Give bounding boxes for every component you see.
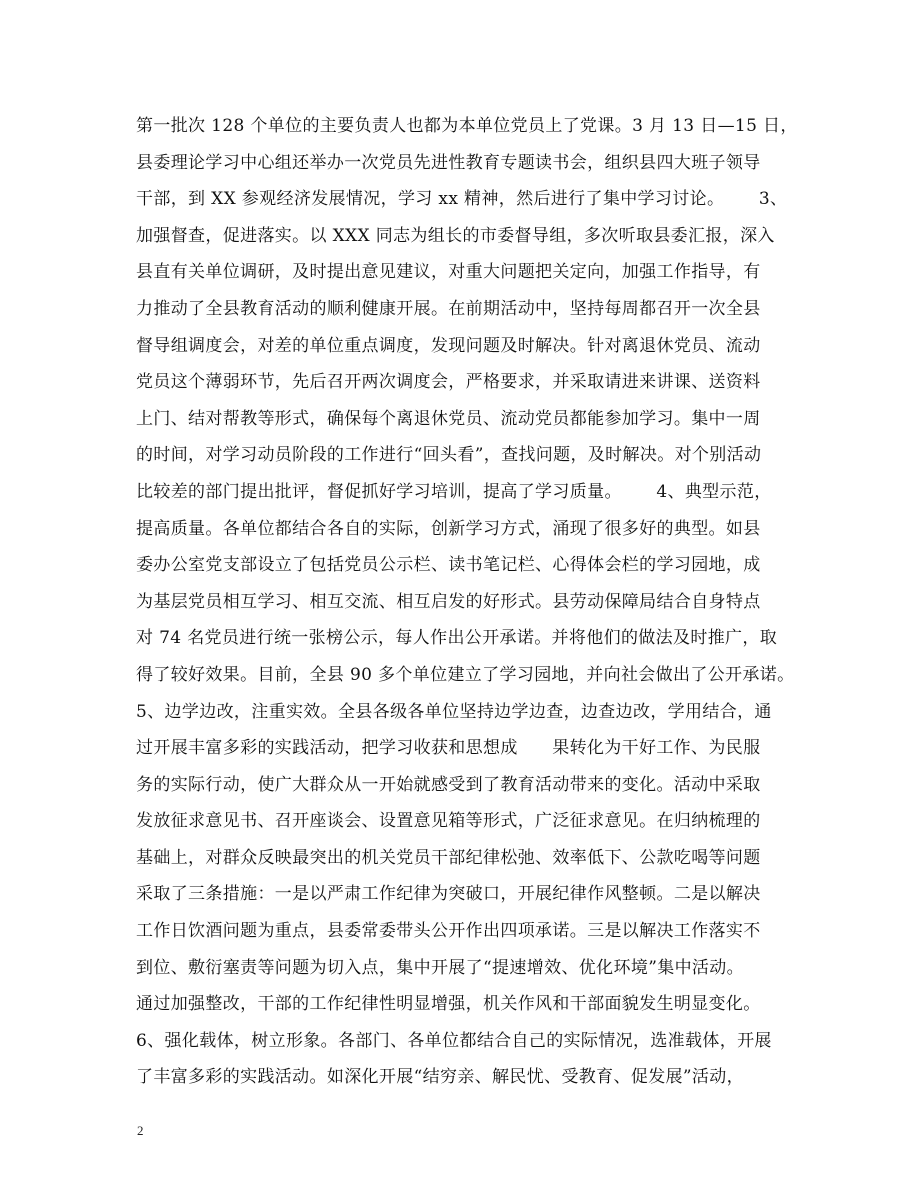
text-line: 得了较好效果。目前，全县 90 多个单位建立了学习园地，并向社会做出了公开承诺。 [136,664,795,685]
text-line: 为基层党员相互学习、相互交流、相互启发的好形式。县劳动保障局结合自身特点 [136,591,761,612]
text-line: 第一批次 128 个单位的主要负责人也都为本单位党员上了党课。3 月 13 日—15 日， [136,116,798,136]
text-line: 对 74 名党员进行统一张榜公示，每人作出公开承诺。并将他们的做法及时推广，取 [136,628,778,649]
text-line: 加强督查，促进落实。以 XXX 同志为组长的市委督导组，多次听取县委汇报，深入 [136,225,775,246]
text-line: 工作日饮酒问题为重点，县委常委带头公开作出四项承诺。三是以解决工作落实不 [136,921,761,942]
text-line: 县直有关单位调研，及时提出意见建议，对重大问题把关定向，加强工作指导，有 [136,262,761,283]
text-line: 党员这个薄弱环节，先后召开两次调度会，严格要求，并采取请进来讲课、送资料 [136,372,761,393]
text-line: 到位、敷衍塞责等问题为切入点，集中开展了“提速增效、优化环境”集中活动。 [136,957,744,978]
text-line: 的时间，对学习动员阶段的工作进行“回头看”，查找问题，及时解决。对个别活动 [136,445,762,466]
text-line: 基础上，对群众反映最突出的机关党员干部纪律松弛、效率低下、公款吃喝等问题 [136,847,761,868]
page-number: 2 [137,1123,144,1138]
text-line: 通过加强整改，干部的工作纪律性明显增强，机关作风和干部面貌发生明显变化。 [136,994,761,1015]
text-line: 上门、结对帮教等形式，确保每个离退休党员、流动党员都能参加学习。集中一周 [136,408,761,429]
text-line: 务的实际行动，使广大群众从一开始就感受到了教育活动带来的变化。活动中采取 [136,774,761,795]
text-line: 5、边学边改，注重实效。全县各级各单位坚持边学边查，边查边改，学用结合，通 [136,701,772,722]
text-line: 了丰富多彩的实践活动。如深化开展“结穷亲、解民忧、受教育、促发展”活动， [136,1067,744,1088]
text-line: 干部，到 XX 参观经济发展情况，学习 xx 精神，然后进行了集中学习讨论。 3、 [136,189,788,210]
text-line: 过开展丰富多彩的实践活动，把学习收获和思想成 果转化为干好工作、为民服 [136,738,761,759]
text-line: 委办公室党支部设立了包括党员公示栏、读书笔记栏、心得体会栏的学习园地，成 [136,555,761,576]
body-text [136,108,796,1096]
text-line: 比较差的部门提出批评，督促抓好学习培训，提高了学习质量。 4、典型示范， [136,481,772,502]
text-line: 6、强化载体，树立形象。各部门、各单位都结合自己的实际情况，选准载体，开展 [136,1030,772,1051]
text-line: 县委理论学习中心组还举办一次党员先进性教育专题读书会，组织县四大班子领导 [136,152,761,173]
text-line: 采取了三条措施：一是以严肃工作纪律为突破口，开展纪律作风整顿。二是以解决 [136,884,761,905]
text-line: 提高质量。各单位都结合各自的实际，创新学习方式，涌现了很多好的典型。如县 [136,518,761,539]
text-line: 发放征求意见书、召开座谈会、设置意见箱等形式，广泛征求意见。在归纳梳理的 [136,811,761,832]
text-line: 力推动了全县教育活动的顺利健康开展。在前期活动中，坚持每周都召开一次全县 [136,298,761,319]
text-line: 督导组调度会，对差的单位重点调度，发现问题及时解决。针对离退休党员、流动 [136,335,761,356]
